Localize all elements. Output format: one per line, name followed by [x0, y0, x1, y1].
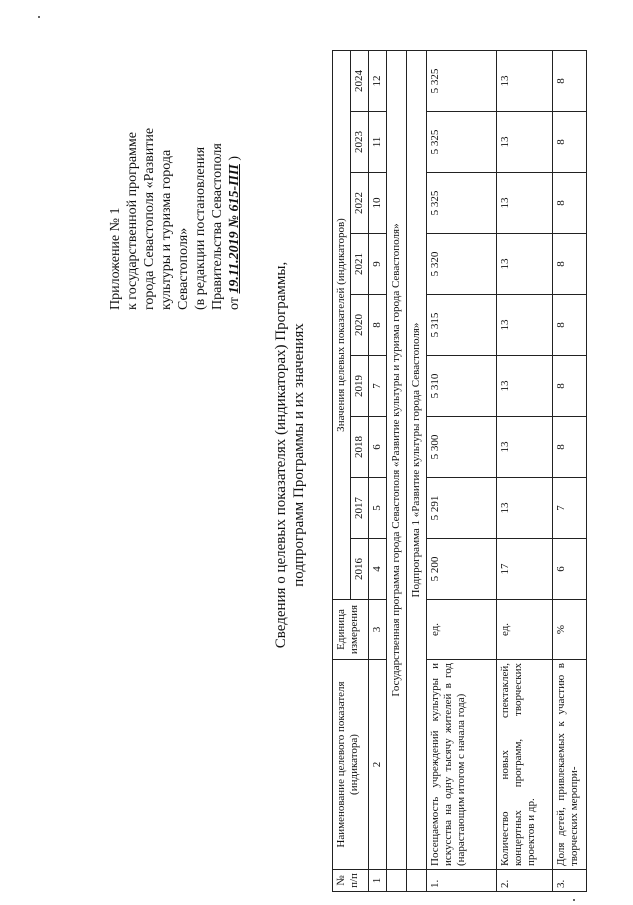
row-name: Количество новых спектаклей, концертных программ, творческих проектов и др. [497, 660, 553, 870]
col-number: 6 [369, 417, 387, 478]
row-value: 5 325 [427, 51, 497, 112]
row-num: 3. [553, 870, 587, 892]
appendix-line: города Севастополя «Развитие [142, 127, 157, 310]
header-year: 2020 [351, 295, 369, 356]
col-number: 12 [369, 51, 387, 112]
program-title: Государственная программа города Севастополя «Развитие культуры и туризма города Севастополя» [387, 51, 407, 870]
row-value: 13 [497, 112, 553, 173]
subprogram-blank-cell [407, 870, 427, 892]
appendix-line: Севастополя» [176, 227, 191, 310]
col-number: 8 [369, 295, 387, 356]
row-value: 5 320 [427, 234, 497, 295]
handwritten-date-signature: 19.11.2019 № 615-ПП [227, 164, 242, 294]
row-value: 8 [553, 295, 587, 356]
col-number: 5 [369, 478, 387, 539]
col-number: 9 [369, 234, 387, 295]
row-value: 8 [553, 356, 587, 417]
program-row [387, 51, 407, 892]
header-unit: Единица измерения [333, 600, 369, 660]
col-number: 10 [369, 173, 387, 234]
date-prefix: от [227, 297, 242, 310]
appendix-block [107, 100, 243, 310]
header-row-1 [333, 51, 351, 892]
row-value: 13 [497, 173, 553, 234]
row-value: 5 300 [427, 417, 497, 478]
row-value: 13 [497, 234, 553, 295]
row-value: 13 [497, 356, 553, 417]
title-line-1: Сведения о целевых показателях (индикаторах) Программы, [273, 261, 289, 649]
row-value: 5 325 [427, 112, 497, 173]
col-number: 4 [369, 539, 387, 600]
subprogram-title: Подпрограмма 1 «Развитие культуры города Севастополя» [407, 51, 427, 870]
indicators-table [332, 50, 587, 892]
col-number: 2 [369, 660, 387, 870]
col-number: 3 [369, 600, 387, 660]
date-suffix: ) [227, 155, 242, 161]
row-value: 8 [553, 173, 587, 234]
row-value: 5 310 [427, 356, 497, 417]
row-value: 7 [553, 478, 587, 539]
row-value: 5 315 [427, 295, 497, 356]
col-number: 11 [369, 112, 387, 173]
table-row [427, 51, 497, 892]
appendix-line: Приложение № 1 [108, 207, 123, 310]
appendix-date-line [226, 100, 243, 310]
row-value: 8 [553, 51, 587, 112]
header-name: Наименование целевого показателя (индикатора) [333, 660, 369, 870]
appendix-line: (в редакции постановления [193, 146, 208, 310]
row-value: 8 [553, 234, 587, 295]
column-number-row [369, 51, 387, 892]
row-unit: ед. [427, 600, 497, 660]
header-year: 2023 [351, 112, 369, 173]
subprogram-row [407, 51, 427, 892]
row-value: 13 [497, 295, 553, 356]
row-num: 2. [497, 870, 553, 892]
document-title [272, 195, 308, 715]
row-name: Доля детей, привлекаемых к участию в творческих меропри- [553, 660, 587, 870]
row-value: 17 [497, 539, 553, 600]
col-number: 1 [369, 870, 387, 892]
appendix-line: Правительства Севастополя [210, 143, 225, 310]
header-num: № п/п [333, 870, 369, 892]
row-value: 6 [553, 539, 587, 600]
appendix-line: культуры и туризма города [159, 149, 174, 310]
scan-speck [573, 899, 575, 901]
header-year: 2018 [351, 417, 369, 478]
table-row [553, 51, 587, 892]
col-number: 7 [369, 356, 387, 417]
row-value: 5 325 [427, 173, 497, 234]
header-year: 2021 [351, 234, 369, 295]
row-value: 13 [497, 417, 553, 478]
row-value: 5 291 [427, 478, 497, 539]
row-value: 13 [497, 478, 553, 539]
header-values-group: Значения целевых показателей (индикаторов) [333, 51, 351, 600]
row-value: 8 [553, 417, 587, 478]
row-unit: % [553, 600, 587, 660]
scan-speck [38, 16, 40, 18]
row-name: Посещаемость учреждений культуры и искусства на одну тысячу жителей в год (нарастающим итогом с начала года) [427, 660, 497, 870]
header-year: 2024 [351, 51, 369, 112]
title-line-2: подпрограмм Программы и их значениях [291, 323, 307, 587]
header-year: 2017 [351, 478, 369, 539]
appendix-line: к государственной программе [125, 132, 140, 310]
program-blank-cell [387, 870, 407, 892]
row-unit: ед. [497, 600, 553, 660]
row-num: 1. [427, 870, 497, 892]
table-row [497, 51, 553, 892]
row-value: 13 [497, 51, 553, 112]
row-value: 5 200 [427, 539, 497, 600]
header-year: 2022 [351, 173, 369, 234]
header-year: 2019 [351, 356, 369, 417]
row-value: 8 [553, 112, 587, 173]
header-year: 2016 [351, 539, 369, 600]
